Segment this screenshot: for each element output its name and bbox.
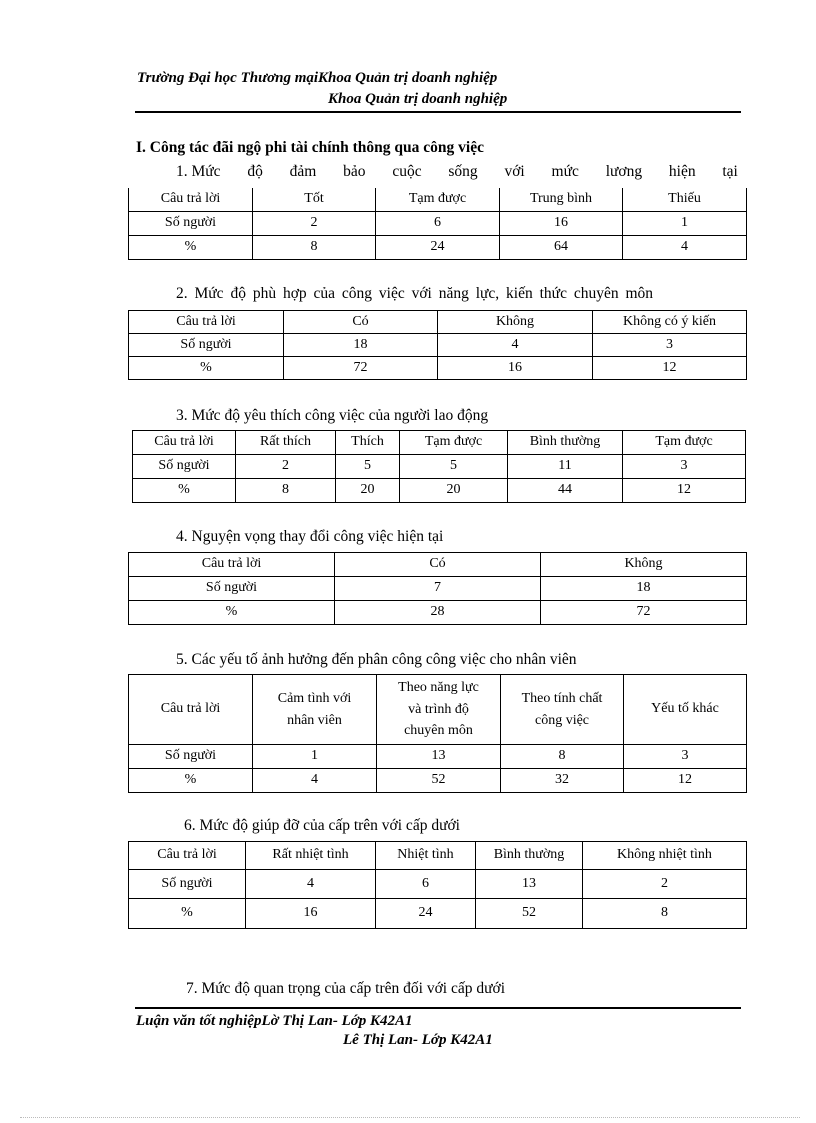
table-cell: 13 [476,870,583,899]
table-row [129,311,747,334]
table-cell: Có [335,553,541,577]
table-cell: Có [284,311,438,334]
table-row [129,745,747,769]
table-cell: Tạm được [376,188,500,211]
table-cell: Tốt [253,188,376,211]
page-bottom-border [20,1117,800,1118]
table-cell: 2 [583,870,747,899]
table-cell: 52 [476,899,583,929]
table-row [129,769,747,793]
table-cell: 4 [246,870,376,899]
q1-word: mức [551,163,579,180]
table-cell: Số người [129,211,253,235]
table-row [129,235,747,259]
table-cell: 18 [284,334,438,357]
table-cell: Bình thường [476,842,583,870]
table-cell: % [133,479,236,503]
table-cell: Thiếu [623,188,747,211]
q6-table [128,841,747,929]
table-cell: 20 [400,479,508,503]
q1-word: lương [605,163,643,180]
q3-table [132,430,746,503]
q1-word: tại [722,163,738,180]
table-cell: 28 [335,601,541,625]
table-row [129,577,747,601]
table-cell: 44 [508,479,623,503]
table-cell: 4 [623,235,747,259]
question-5-title: 5. Các yếu tố ảnh hưởng đến phân công công việc cho nhân viên [176,651,577,668]
table-cell: Tạm được [623,431,746,455]
table-cell: Câu trả lời [129,553,335,577]
table-cell: % [129,235,253,259]
table-row [129,870,747,899]
q1-word: sống [448,163,478,180]
header-school-line: Trường Đại học Thương mạiKhoa Quản trị doanh nghiệp [137,70,498,86]
q1-word: hiện [668,163,696,180]
table-cell: 12 [593,357,747,380]
table-cell: Nhiệt tình [376,842,476,870]
question-4-title: 4. Nguyện vọng thay đổi công việc hiện tại [176,528,444,545]
table-cell: Không [438,311,593,334]
table-cell: Số người [129,745,253,769]
table-cell: 16 [500,211,623,235]
question-2-title: 2. Mức độ phù hợp của công việc với năng lực, kiến thức chuyên môn [176,285,654,302]
table-cell: Câu trả lời [129,311,284,334]
table-row [129,601,747,625]
table-cell: 8 [253,235,376,259]
question-6-title: 6. Mức độ giúp đỡ của cấp trên với cấp dưới [184,817,460,834]
table-cell: 4 [438,334,593,357]
table-cell: 1 [253,745,377,769]
table-cell: 1 [623,211,747,235]
q1-word: 1. Mức [176,163,221,180]
table-cell: Số người [129,577,335,601]
table-cell: Theo năng lực và trình độ chuyên môn [377,675,501,745]
table-cell: Số người [129,334,284,357]
footer-rule [135,1007,741,1009]
table-row [133,455,746,479]
table-cell: 13 [377,745,501,769]
table-row [133,431,746,455]
table-cell: Câu trả lời [129,675,253,745]
question-3-title: 3. Mức độ yêu thích công việc của người lao động [176,407,489,424]
table-cell: 11 [508,455,623,479]
table-cell: 8 [583,899,747,929]
table-cell: 18 [541,577,747,601]
table-cell: 24 [376,899,476,929]
table-cell: 2 [236,455,336,479]
table-cell: 2 [253,211,376,235]
table-cell: Tạm được [400,431,508,455]
table-cell: Bình thường [508,431,623,455]
table-cell: Câu trả lời [133,431,236,455]
table-cell: % [129,357,284,380]
table-cell: 64 [500,235,623,259]
table-cell: Không có ý kiến [593,311,747,334]
table-cell: 4 [253,769,377,793]
question-7-title: 7. Mức độ quan trọng của cấp trên đối với cấp dưới [186,980,505,997]
table-cell: 72 [284,357,438,380]
table-row [129,334,747,357]
table-cell: 72 [541,601,747,625]
table-row [129,842,747,870]
table-cell: 3 [623,455,746,479]
table-cell: 16 [438,357,593,380]
table-cell: Thích [336,431,400,455]
table-cell: Câu trả lời [129,842,246,870]
table-cell: 7 [335,577,541,601]
table-row [129,211,747,235]
table-cell: % [129,899,246,929]
section-title: I. Công tác đãi ngộ phi tài chính thông qua công việc [136,139,484,156]
table-cell: 8 [236,479,336,503]
table-cell: 6 [376,211,500,235]
q4-table [128,552,747,625]
question-1-title [176,163,738,181]
table-cell: 24 [376,235,500,259]
table-cell: 3 [593,334,747,357]
header-rule [135,111,741,113]
table-row [129,357,747,380]
table-cell: Rất thích [236,431,336,455]
table-cell: Trung bình [500,188,623,211]
table-cell: 8 [501,745,624,769]
table-row [129,553,747,577]
q1-word: bảo [343,163,366,180]
table-cell: Yếu tố khác [624,675,747,745]
q1-table [128,188,747,260]
table-row [129,675,747,745]
table-cell: Cảm tình với nhân viên [253,675,377,745]
table-cell: 52 [377,769,501,793]
table-cell: 12 [623,479,746,503]
table-cell: 32 [501,769,624,793]
table-cell: % [129,769,253,793]
table-row [129,188,747,211]
table-cell: Số người [133,455,236,479]
q1-word: cuộc [392,163,422,180]
table-row [133,479,746,503]
q5-table [128,674,747,793]
table-cell: Số người [129,870,246,899]
table-cell: 12 [624,769,747,793]
table-cell: Rất nhiệt tình [246,842,376,870]
table-cell: Không nhiệt tình [583,842,747,870]
table-row [129,899,747,929]
footer-thesis-line: Luận văn tốt nghiệpLờ Thị Lan- Lớp K42A1 [136,1013,413,1029]
footer-author-line: Lê Thị Lan- Lớp K42A1 [343,1032,493,1048]
table-cell: Câu trả lời [129,188,253,211]
table-cell: 3 [624,745,747,769]
header-faculty-line: Khoa Quản trị doanh nghiệp [328,91,508,107]
q1-word: với [504,163,525,180]
table-cell: Không [541,553,747,577]
table-cell: 16 [246,899,376,929]
table-cell: % [129,601,335,625]
table-cell: 5 [336,455,400,479]
table-cell: 6 [376,870,476,899]
table-cell: 5 [400,455,508,479]
table-cell: 20 [336,479,400,503]
q1-word: đảm [289,163,317,180]
q2-table [128,310,747,380]
table-cell: Theo tính chất công việc [501,675,624,745]
q1-word: độ [247,163,263,180]
